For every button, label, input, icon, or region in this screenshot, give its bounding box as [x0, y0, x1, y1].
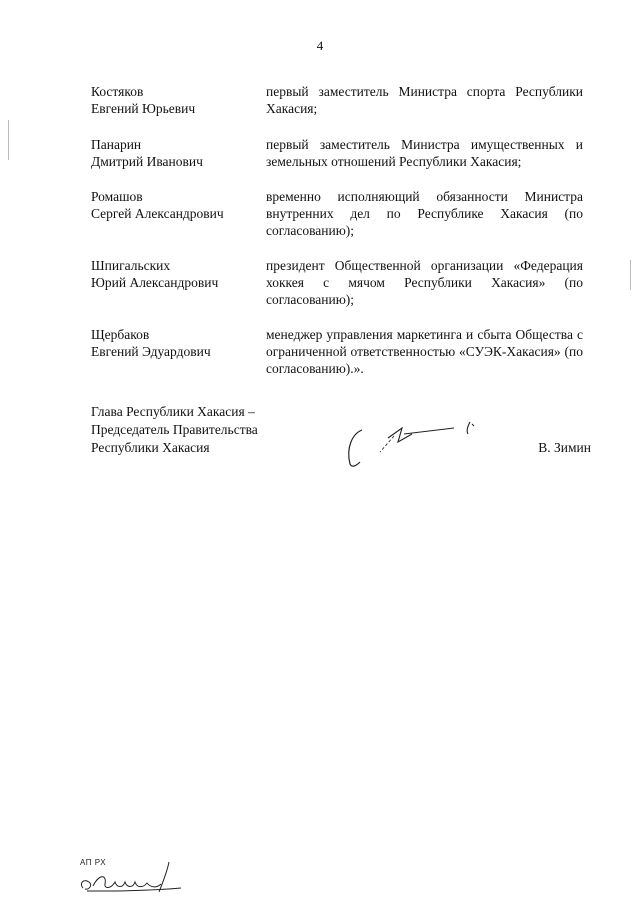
- member-surname: Панарин: [91, 137, 142, 152]
- member-given-name: Евгений Эдуардович: [91, 344, 211, 359]
- member-surname: Ромашов: [91, 189, 143, 204]
- approval-signature: [77, 858, 187, 898]
- signatory-title-line: Республики Хакасия: [91, 440, 210, 455]
- member-name: [91, 83, 266, 117]
- member-entry: [91, 188, 583, 239]
- member-given-name: Сергей Александрович: [91, 206, 224, 221]
- stamp-label: АП РХ: [80, 858, 107, 867]
- member-name: [91, 257, 266, 308]
- signatory-name: В. Зимин: [538, 440, 591, 455]
- member-position: менеджер управления маркетинга и сбыта Общества с ограниченной ответственностью «СУЭК-Хакасия» (по согласованию).».: [266, 327, 583, 376]
- member-surname: Щербаков: [91, 327, 150, 342]
- margin-mark-left: [8, 120, 9, 160]
- member-entry: [91, 257, 583, 308]
- member-given-name: Юрий Александрович: [91, 275, 219, 290]
- signatory-title-line: Председатель Правительства: [91, 422, 258, 437]
- member-name: [91, 326, 266, 377]
- member-name: [91, 136, 266, 170]
- page-number: 4: [316, 38, 324, 53]
- member-given-name: Дмитрий Иванович: [91, 154, 203, 169]
- member-surname: Шпигальских: [91, 258, 171, 273]
- margin-mark-right: [630, 260, 631, 290]
- member-surname: Костяков: [91, 84, 144, 99]
- member-entry: [91, 136, 583, 170]
- handwritten-signature: [340, 412, 490, 472]
- member-position: президент Общественной организации «Федерация хоккея с мячом Республики Хакасия» (по согласованию);: [266, 258, 583, 307]
- member-position: первый заместитель Министра имущественных и земельных отношений Республики Хакасия;: [266, 137, 583, 169]
- member-entry: [91, 326, 583, 377]
- member-position: временно исполняющий обязанности Министра внутренних дел по Республике Хакасия (по согласованию);: [266, 189, 583, 238]
- member-entry: [91, 83, 583, 117]
- member-position: первый заместитель Министра спорта Республики Хакасия;: [266, 84, 583, 116]
- member-name: [91, 188, 266, 239]
- member-given-name: Евгений Юрьевич: [91, 101, 196, 116]
- signatory-title-line: Глава Республики Хакасия –: [91, 404, 255, 419]
- member-list: [91, 83, 583, 396]
